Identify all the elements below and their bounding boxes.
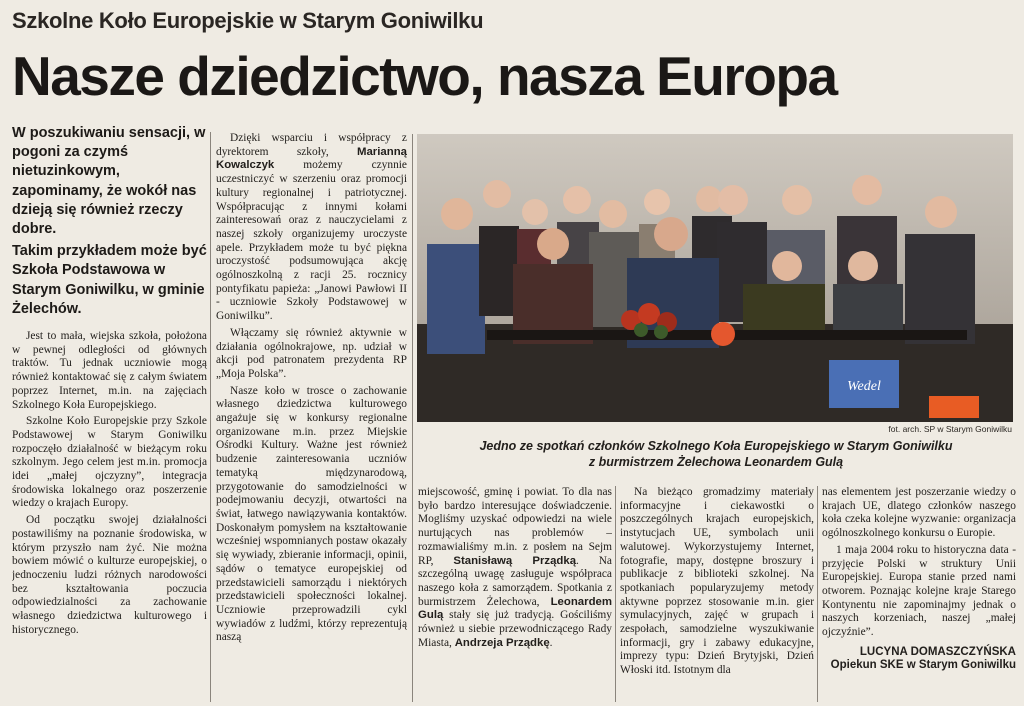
col4-paragraph: Na bieżąco gromadzimy materiały informacyjne i ciekawostki o poszczególnych krajach europejskich, instytucjach UE, symbolach unii walutowej. Wykorzystujemy Internet, fotografie, mapy, dostępne broszury i publikacje z biblioteki szkolnej. Na spotkaniach popularyzujemy metody aktywne poprzez stosowanie m.in. gier symulacyjnych, zajęć w grupach i zespołach, samodzielne wyszukiwanie informacji, gry i zabawy edukacyjne, imprezy typu: Dzień Brytyjski, Dzień Włoski itd. Istotnym dla	[620, 486, 814, 677]
column-rule	[817, 486, 818, 702]
col3-text-d: .	[549, 636, 553, 649]
author-name: LUCYNA DOMASZCZYŃSKA	[859, 645, 1016, 658]
column-2	[216, 132, 407, 702]
col3-text-a: miejscowość, gminę i powiat. To dla nas było bardzo interesujące doświadczenie. Mogliśmy uzyskać odpowiedzi na wiele nurtujących nas problemów – rozmawialiśmy m.in. z posłem na Sejm RP,	[418, 486, 612, 567]
col1-paragraph-3: Od początku swojej działalności postawiliśmy na poznanie środowiska, w którym przyszło nam żyć. Nie można bowiem mówić o kulturze europejskiej, o jednoczeniu ludzi różnych narodowości bez kształtowania poczucia odpowiedzialności za zachowanie własnego dziedzictwa kulturowego i historycznego.	[12, 514, 207, 636]
col3-text-c: stały się już tradycją. Gościliśmy również u siebie przewodniczącego Rady Miasta,	[418, 609, 612, 649]
col2-text-a: Dzięki wsparciu i współpracy z dyrektorem szkoły,	[216, 132, 407, 158]
col1-paragraph-2: Szkolne Koło Europejskie przy Szkole Podstawowej w Starym Goniwilku rozpoczęło działalność w bieżącym roku szkolnym. Jego celem jest m.in. promocja idei „małej ojczyzny”, integracja środowiska lokalnego oraz poszerzenie wiedzy o krajach Europy.	[12, 415, 207, 510]
group-photo-image	[417, 134, 1013, 422]
person-name: Andrzeja Prządkę	[454, 636, 550, 649]
photo-caption	[418, 438, 1014, 470]
col3-paragraph	[418, 486, 612, 650]
caption-line-1: Jedno ze spotkań członków Szkolnego Koła Europejskiego w Starym Goniwilku	[479, 439, 953, 453]
col2-text-b: możemy czynnie uczestniczyć w szerzeniu oraz promocji kultury regionalnej i patriotycznej. Współpracując z innymi kołami zainteresowań oraz z nauczycielami z naszej szkoły organizujemy uroczyste apele. Przykładem może tu być piękna uroczystość podsumowująca akcję ogólnoszkolną z racji 25. rocznicy pontyfikatu papieża: „Janowi Pawłowi II - uczniowie Szkoły Podstawowej w Goniwilku”.	[216, 159, 407, 323]
col2-paragraph-1	[216, 132, 407, 324]
person-name: Stanisławą Prządką	[453, 554, 577, 567]
col2-paragraph-3: Nasze koło w trosce o zachowanie własnego dziedzictwa kulturowego angażuje się w konkursy regionalne organizowane m.in. przez Miejskie Ośrodki Kultury. Ważne jest również budzenie zainteresowania uczniów tematyką międzynarodową, przygotowanie do samodzielności w podejmowaniu decyzji, otwartości na świat, łatwego nawiązywania kontaktów. Doskonałym pomysłem na kształtowanie wcześniej wspomnianych postaw okazały się wywiady, zbieranie informacji, opinii, sądów o tematyce europejskiej od przedstawicieli samorządu i niektórych przedstawicieli społeczności lokalnej. Uczniowie przeprowadzili cykl wywiadów z ludźmi, którzy reprezentują naszą	[216, 384, 407, 644]
column-rule	[412, 134, 413, 702]
red-object	[929, 396, 979, 418]
col2-paragraph-2: Włączamy się również aktywnie w działania ogólnokrajowe, np. udział w akcji pod patronatem prezydenta RP „Moja Polska”.	[216, 326, 407, 380]
lead-text-1: W poszukiwaniu sensacji, w pogoni za czymś nietuzinkowym, zapominamy, że wokół nas dzieją się również rzeczy dobre.	[12, 125, 206, 238]
col1-paragraph-1: Jest to mała, wiejska szkoła, położona w pewnej odległości od głównych traktów. Tu jednak uczniowie mogą również kontaktować się z całym światem poprzez Internet, m.in. na zajęciach Szkolnego Koła Europejskiego.	[12, 330, 207, 411]
col5-paragraph-2: 1 maja 2004 roku to historyczna data - przyjęcie Polski w struktury Unii Europejskiej. Europa stanie przed nami otworem. Poznając kolejne kraje Starego Kontynentu nie zapominajmy jednak o naszych korzeniach, naszej „małej ojczyźnie”.	[822, 543, 1016, 639]
column-5	[822, 486, 1016, 706]
lead-paragraph	[12, 124, 208, 322]
person-name: Leonardem Gulą	[418, 595, 612, 622]
person-name: Marianną Kowalczyk	[216, 145, 407, 172]
caption-line-2: z burmistrzem Żelechowa Leonardem Gulą	[588, 455, 844, 469]
headline: Nasze dziedzictwo, nasza Europa	[12, 45, 837, 107]
author-role: Opiekun SKE w Starym Goniwilku	[830, 659, 1016, 672]
column-rule	[210, 132, 211, 702]
group-photo	[417, 134, 1013, 422]
column-1	[12, 330, 207, 702]
kicker: Szkolne Koło Europejskie w Starym Goniwilku	[12, 8, 484, 33]
column-rule	[615, 486, 616, 702]
gift-box	[829, 360, 899, 408]
col3-text-b: . Na szczególną uwagę zasługuje współpraca naszego koła z samorządem. Spotkania z burmistrzem Żelechowa,	[418, 554, 612, 608]
column-4	[620, 486, 814, 702]
red-balloon	[711, 322, 735, 346]
gift-box-label: Wedel	[847, 379, 881, 394]
lead-text-2: Takim przykładem może być Szkoła Podstawowa w Starym Goniwilku, w gminie Żelechów.	[12, 243, 207, 317]
col5-paragraph-1: nas elementem jest poszerzanie wiedzy o krajach UE, dlatego członków naszego koła czeka kolejne wyzwanie: organizacja ogólnoszkolnego konkursu o Europie.	[822, 486, 1016, 540]
photo-credit: fot. arch. SP w Starym Goniwilku	[888, 424, 1012, 434]
column-3	[418, 486, 612, 702]
